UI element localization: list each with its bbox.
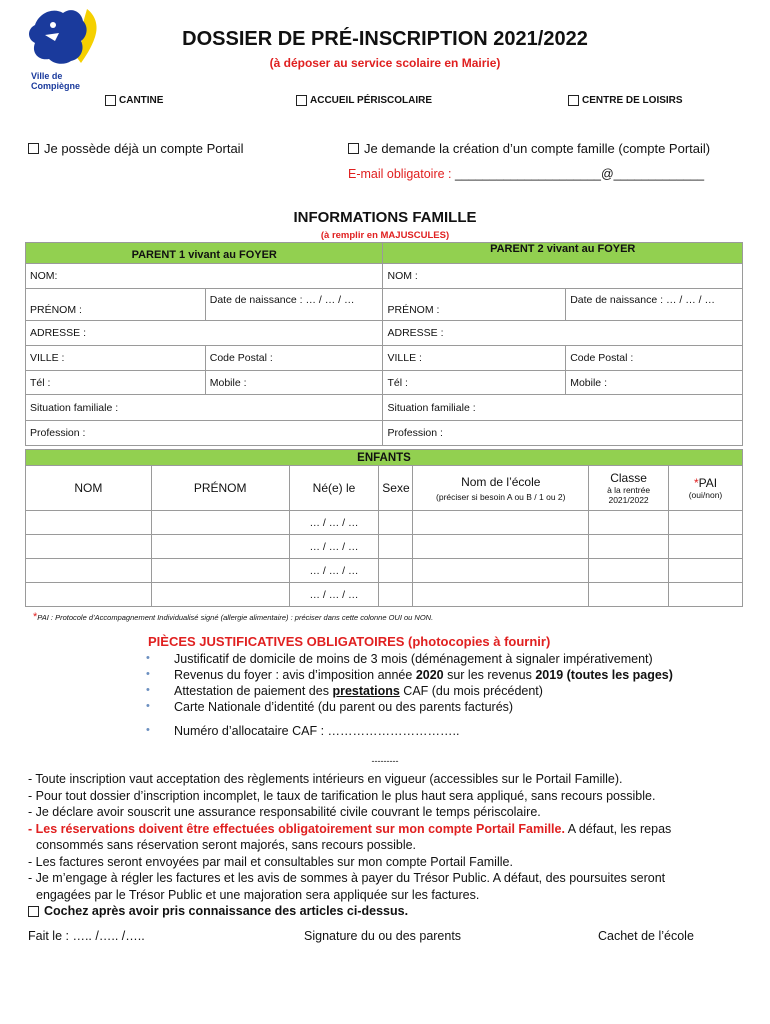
p2-nom[interactable]: NOM : [383, 264, 743, 289]
item2-e: (toutes les pages) [563, 668, 673, 682]
cell-date[interactable]: … / … / … [289, 511, 379, 535]
p2-adresse[interactable]: ADRESSE : [383, 321, 743, 346]
cell-pai[interactable] [669, 583, 743, 607]
checkbox-square[interactable] [568, 95, 579, 106]
list-item: • Numéro d’allocataire CAF : ………………………….. [146, 724, 756, 738]
cell-nom[interactable] [26, 535, 152, 559]
enfants-table [25, 449, 743, 607]
cell-nom[interactable] [26, 559, 152, 583]
pai-star: * [693, 476, 699, 490]
cell-prenom[interactable] [151, 559, 289, 583]
rule-3: - Je déclare avoir souscrit une assurance responsabilité civile couvrant le temps périscolaire. [28, 805, 541, 819]
table-row [26, 583, 743, 607]
checkbox-square[interactable] [348, 143, 359, 154]
cell-sexe[interactable] [379, 535, 413, 559]
cell-ecole[interactable] [413, 583, 589, 607]
cell-sexe[interactable] [379, 559, 413, 583]
col-pai [669, 466, 743, 511]
fait-le[interactable]: Fait le : ….. /….. /….. [28, 929, 145, 943]
checkbox-acknowledge[interactable] [28, 903, 758, 920]
page-subtitle: (à déposer au service scolaire en Mairie) [269, 56, 501, 70]
list-item: • Justificatif de domicile de moins de 3 mois (déménagement à signaler impérativement) [146, 652, 756, 666]
p2-prenom[interactable]: PRÉNOM : [383, 289, 566, 321]
list-item [146, 668, 756, 682]
p1-mobile[interactable]: Mobile : [205, 371, 383, 395]
email-line [348, 167, 704, 181]
rule-5: - Les factures seront envoyées par mail et consultables sur mon compte Portail Famille. [28, 854, 513, 869]
checkbox-accueil[interactable] [296, 95, 432, 106]
checkbox-cantine[interactable] [105, 95, 163, 106]
table-row [26, 559, 743, 583]
cell-pai[interactable] [669, 559, 743, 583]
p2-cp[interactable]: Code Postal : [566, 346, 743, 371]
col-classe-sub2: 2021/2022 [608, 495, 649, 505]
cell-sexe[interactable] [379, 511, 413, 535]
cachet-label: Cachet de l’école [598, 929, 694, 943]
p1-situation[interactable]: Situation familiale : [26, 395, 383, 421]
p1-prenom[interactable]: PRÉNOM : [26, 289, 206, 321]
col-ecole-label: Nom de l’école [461, 474, 541, 489]
checkbox-square[interactable] [105, 95, 116, 106]
cell-classe[interactable] [589, 583, 669, 607]
enfants-header: ENFANTS [26, 450, 743, 466]
p1-tel[interactable]: Tél : [26, 371, 206, 395]
col-classe [589, 466, 669, 511]
cell-classe[interactable] [589, 511, 669, 535]
cell-ecole[interactable] [413, 559, 589, 583]
item3-a: Attestation de paiement des [174, 684, 333, 698]
col-pai-label: PAI [698, 476, 718, 490]
p2-tel[interactable]: Tél : [383, 371, 566, 395]
checkbox-has-account[interactable] [28, 141, 243, 156]
p1-adresse[interactable]: ADRESSE : [26, 321, 383, 346]
checkbox-create-account[interactable] [348, 141, 710, 156]
checkbox-square[interactable] [28, 906, 39, 917]
email-field[interactable]: _____________________@_____________ [451, 167, 705, 181]
cell-prenom[interactable] [151, 511, 289, 535]
cell-ecole[interactable] [413, 511, 589, 535]
famille-table [25, 242, 743, 446]
list-item [146, 684, 756, 698]
rule-2: - Pour tout dossier d’inscription incomplet, le taux de tarification le plus haut sera appliqué, sans recours possible. [28, 788, 656, 803]
famille-subtitle: (à remplir en MAJUSCULES) [320, 230, 450, 241]
p2-dob[interactable]: Date de naissance : … / … / … [566, 289, 743, 321]
cell-nom[interactable] [26, 583, 152, 607]
rule-1: - Toute inscription vaut acceptation des règlements intérieurs en vigueur (accessibles sur le Portail Famille). [28, 772, 623, 786]
cell-sexe[interactable] [379, 583, 413, 607]
p1-profession[interactable]: Profession : [26, 421, 383, 446]
cell-classe[interactable] [589, 559, 669, 583]
item2-d: 2019 [535, 668, 564, 682]
famille-title: INFORMATIONS FAMILLE [293, 209, 477, 226]
checkbox-square[interactable] [28, 143, 39, 154]
cell-pai[interactable] [669, 511, 743, 535]
col-pai-sub: (oui/non) [688, 490, 723, 500]
item2-a: Revenus du foyer : avis d’imposition année [174, 668, 416, 682]
p2-mobile[interactable]: Mobile : [566, 371, 743, 395]
cell-date[interactable]: … / … / … [289, 583, 379, 607]
col-sexe: Sexe [379, 466, 413, 511]
pai-note-star: * [33, 611, 38, 623]
p1-cp[interactable]: Code Postal : [205, 346, 383, 371]
col-nom: NOM [26, 466, 152, 511]
p1-nom[interactable]: NOM: [26, 264, 383, 289]
cell-pai[interactable] [669, 535, 743, 559]
list-item: • Carte Nationale d’identité (du parent ou des parents facturés) [146, 700, 756, 714]
item2-b: 2020 [415, 668, 444, 682]
col-classe-label: Classe [610, 471, 647, 485]
acknowledge-label: Cochez après avoir pris connaissance des articles ci-dessus. [44, 904, 409, 918]
col-classe-sub1: à la rentrée [607, 485, 651, 495]
checkbox-square[interactable] [296, 95, 307, 106]
table-row [26, 535, 743, 559]
item3-b: prestations [332, 684, 400, 698]
email-label: E-mail obligatoire : [348, 167, 452, 181]
p2-profession[interactable]: Profession : [383, 421, 743, 446]
rule-6-line2: engagées par le Trésor Public et une majoration sera appliquée sur les factures. [36, 887, 480, 902]
col-ecole-sub: (préciser si besoin A ou B / 1 ou 2) [436, 491, 566, 502]
parent1-header: PARENT 1 vivant au FOYER [26, 243, 383, 264]
col-prenom: PRÉNOM [151, 466, 289, 511]
cell-classe[interactable] [589, 535, 669, 559]
compiegne-logo [25, 5, 105, 95]
col-ecole [413, 466, 589, 511]
pieces-list [146, 652, 756, 740]
page-title: DOSSIER DE PRÉ-INSCRIPTION 2021/2022 [182, 28, 588, 50]
pai-note [33, 611, 753, 623]
item3-c: CAF (du mois précédent) [399, 684, 543, 698]
checkbox-loisirs[interactable] [568, 95, 683, 106]
rules-block [28, 771, 758, 920]
p2-situation[interactable]: Situation familiale : [383, 395, 743, 421]
parent2-header: PARENT 2 vivant au FOYER [383, 243, 743, 264]
table-row [26, 511, 743, 535]
col-ne: Né(e) le [289, 466, 379, 511]
pai-note-text: PAI : Protocole d’Accompagnement Individualisé signé (allergie alimentaire) : préciser dans cette colonne OUI ou NON. [37, 613, 434, 622]
loisirs-label: CENTRE DE LOISIRS [582, 95, 683, 106]
cell-date[interactable]: … / … / … [289, 559, 379, 583]
rule-6: - Je m’engage à régler les factures et les avis de sommes à payer du Trésor Public. A défaut, des poursuites seront [28, 871, 666, 885]
cell-prenom[interactable] [151, 583, 289, 607]
cell-prenom[interactable] [151, 535, 289, 559]
signature-label: Signature du ou des parents [304, 929, 462, 943]
logo-text-2: Compiègne [31, 81, 81, 91]
lion-crest-icon [25, 5, 105, 67]
rule-4-red: - Les réservations doivent être effectuées obligatoirement sur mon compte Portail Famille. [28, 821, 565, 836]
rule-4-rest: A défaut, les repas [564, 821, 672, 836]
create-account-label: Je demande la création d’un compte famille (compte Portail) [364, 141, 711, 156]
p1-ville[interactable]: VILLE : [26, 346, 206, 371]
rule-4-line2: consommés sans réservation seront majorés, sans recours possible. [36, 838, 417, 852]
rule-4 [28, 821, 758, 838]
logo-text-1: Ville de [31, 71, 63, 81]
has-account-label: Je possède déjà un compte Portail [44, 141, 244, 156]
cell-date[interactable]: … / … / … [289, 535, 379, 559]
pieces-title: PIÈCES JUSTIFICATIVES OBLIGATOIRES (photocopies à fournir) [148, 634, 551, 649]
item2-c: sur les revenus [443, 668, 536, 682]
p2-ville[interactable]: VILLE : [383, 346, 566, 371]
cell-ecole[interactable] [413, 535, 589, 559]
p1-dob[interactable]: Date de naissance : … / … / … [205, 289, 383, 321]
accueil-label: ACCUEIL PÉRISCOLAIRE [310, 95, 433, 106]
separator: --------- [371, 756, 399, 766]
cantine-label: CANTINE [119, 95, 164, 106]
cell-nom[interactable] [26, 511, 152, 535]
